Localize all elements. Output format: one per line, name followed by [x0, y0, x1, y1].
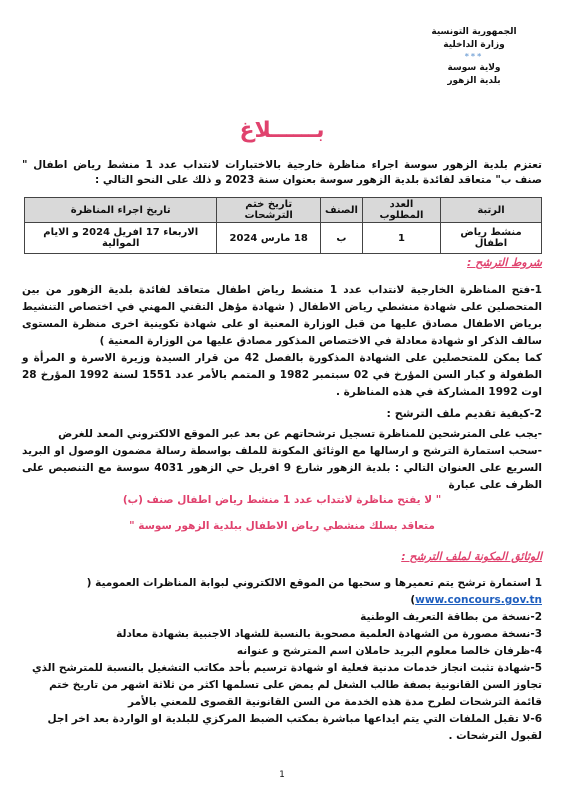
paragraph: -يجب على المترشحين للمناظرة تسجيل ترشحاتهم عن بعد عبر الموقع الالكتروني المعد للغرض: [58, 428, 542, 440]
list-item: 3-نسخة مصورة من الشهادة العلمية مصحوبة بالنسبة للشهاد الاجنبية بشهادة معادلة: [116, 628, 542, 640]
letterhead-municipality: بلدية الزهور: [447, 76, 501, 86]
letterhead-republic: الجمهورية التونسية: [431, 27, 517, 37]
table-header-cell: الصنف: [320, 198, 362, 223]
letterhead-stars: ***: [464, 52, 484, 61]
table-cell: 1: [362, 223, 440, 254]
table-cell: ب: [320, 223, 362, 254]
table-cell: الاربعاء 17 افريل 2024 و الايام الموالية: [25, 223, 217, 254]
section-title-documents: الوثائق المكونة لملف الترشح :: [401, 550, 542, 563]
table-header-cell: العدد المطلوب: [362, 198, 440, 223]
section-title-application: 2-كيفية تقديم ملف الترشح :: [386, 407, 542, 420]
list-item: 2-نسخة من بطاقة التعريف الوطنية: [360, 611, 542, 623]
paragraph: كما يمكن للمتحصلين على الشهادة المذكورة بالفصل 42 من قرار السيدة وزيرة الاسرة و المرأة و الطفولة و كبار السن المؤرخ في 02 سبتمبر 1982 و المتمم بالأمر عدد 1551 لسنة 1992 المؤرخ 28 اوت 1992 المشاركة في هذه المناظرة .: [22, 352, 543, 398]
list-item-text: 1 استمارة ترشح يتم تعميرها و سحبها من الموقع الالكتروني لبوابة المناظرات العمومية (: [86, 577, 542, 589]
table-header-row: [25, 198, 542, 223]
list-item: 4-ظرفان خالصا معلوم البريد حاملان اسم المترشح و عنوانه: [236, 645, 542, 657]
application-text: [22, 426, 542, 494]
list-item: 6-لا تقبل الملفات التي يتم ايداعها مباشرة بمكتب الضبط المركزي للبلدية او الواردة بعد اخر اجل لقبول الترشحات .: [47, 713, 542, 742]
table-header-cell: تاريخ اجراء المناظرة: [25, 198, 217, 223]
envelope-mention-line1: " لا يفتح مناظرة لانتداب عدد 1 منشط رياض اطفال صنف (ب): [122, 494, 442, 506]
paragraph: -سحب استمارة الترشح و ارسالها مع الوثائق المكونة للملف بواسطة رسالة مضمون الوصول او البريد السريع على العنوان التالي : بلدية الزهور شارع 9 افريل حي الزهور 4031 سوسة مع التنصيص على الظرف على عبارة: [22, 445, 542, 491]
conditions-text: [22, 282, 542, 401]
envelope-mention-line2: متعاقد بسلك منشطي رياض الاطفال ببلدية الزهور سوسة ": [129, 520, 435, 532]
letterhead: [414, 26, 534, 88]
table-cell: منشط رياض اطفال: [440, 223, 541, 254]
positions-table: [24, 197, 542, 254]
link-paren: ): [410, 594, 416, 606]
documents-list: [22, 575, 542, 745]
list-item: 5-شهادة تثبت انجاز خدمات مدنية فعلية او شهادة ترسيم بأحد مكاتب التشغيل بالنسبة للمترشح الذي تجاوز السن القانونية بصفة طالب الشغل لم يمض على تسلمها اكثر من ثلاثة اشهر من تاريخ ختم قائمة الترشحات لطرح مدة هذه الخدمة من السن القانونية القصوى للمعني بالأمر: [31, 662, 542, 708]
list-item: [22, 575, 542, 592]
letterhead-ministry: وزارة الداخلية: [443, 40, 505, 50]
section-title-conditions: شروط الترشح :: [467, 256, 542, 269]
page-title: بــــــلاغ: [239, 118, 325, 143]
page-number: 1: [279, 770, 285, 780]
letterhead-governorate: ولاية سوسة: [447, 63, 501, 73]
concours-website-link[interactable]: www.concours.gov.tn: [415, 594, 542, 606]
list-item: [22, 592, 542, 609]
intro-paragraph: تعتزم بلدية الزهور سوسة اجراء مناظرة خارجية بالاختبارات لانتداب عدد 1 منشط رياض اطفال " صنف ب" متعاقد لفائدة بلدية الزهور سوسة بعنوان سنة 2023 و ذلك على النحو التالي :: [22, 159, 542, 186]
table-cell: 18 مارس 2024: [217, 223, 321, 254]
paragraph: 1-فتح المناظرة الخارجية لانتداب عدد 1 منشط رياض اطفال متعاقد لفائدة بلدية الزهور من بين المتحصلين على شهادة منشطي رياض الاطفال ( شهادة مؤهل التقني المهني في اختصاص التنشيط برياض الاطفال مصادق عليها من قبل الوزارة المعنية او على شهادة تكوينية اخرى منظرة المستوى سالف الذكر او شهادة معادلة في الاختصاص المذكور مصادق عليها من الوزارة المعنية ): [22, 284, 542, 347]
table-header-cell: تاريخ ختم الترشحات: [217, 198, 321, 223]
table-row: [25, 223, 542, 254]
table-header-cell: الرتبة: [440, 198, 541, 223]
